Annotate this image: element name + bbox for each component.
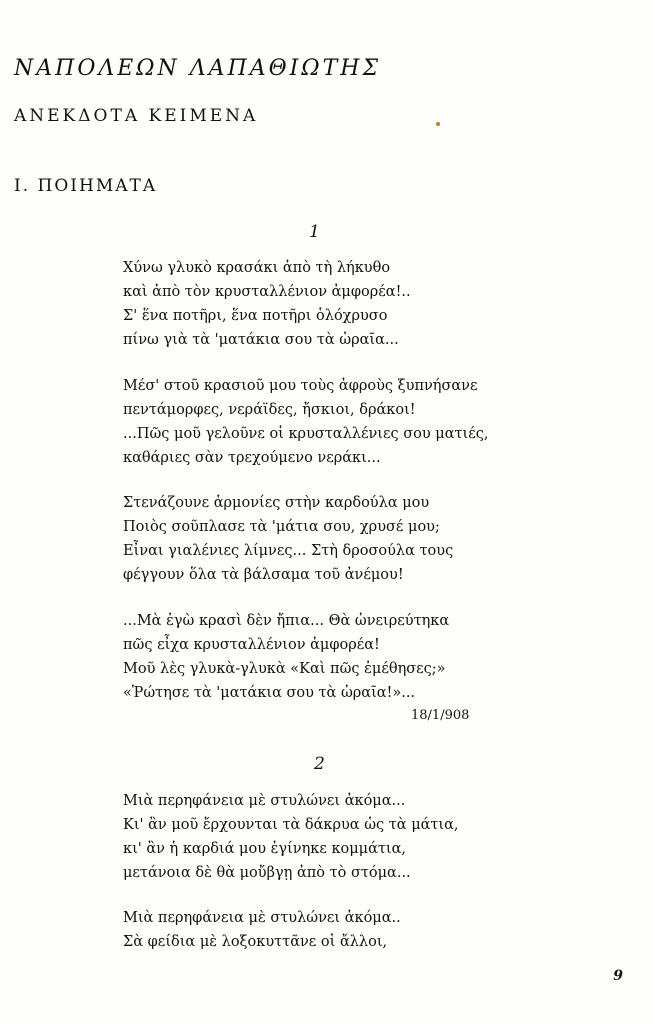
verse-line: Χύνω γλυκὸ κρασάκι ἀπὸ τὴ λήκυθο	[123, 260, 391, 276]
verse-line: Ποιὸς σοῦπλασε τὰ 'μάτια σου, χρυσέ μου;	[123, 519, 440, 535]
verse-line: φέγγουν ὅλα τὰ βάλσαμα τοῦ ἀνέμου!	[123, 567, 404, 583]
subtitle-heading: ΑΝΕΚΔΟΤΑ ΚΕΙΜΕΝΑ	[14, 106, 259, 126]
verse-line: Μιὰ περηφάνεια μὲ στυλώνει ἀκόμα...	[123, 793, 406, 809]
verse-line: Εἶναι γιαλένιες λίμνες... Στὴ δροσούλα τους	[123, 543, 454, 559]
verse-line: «Ῥώτησε τὰ 'ματάκια σου τὰ ὡραῖα!»...	[123, 685, 416, 701]
verse-line: ...Μὰ ἐγὼ κρασὶ δὲν ἤπια... Θὰ ὠνειρεύτηκα	[123, 613, 450, 629]
verse-line: κι' ἂν ἡ καρδιά μου ἐγίνηκε κομμάτια,	[123, 841, 406, 857]
verse-line: πῶς εἶχα κρυσταλλένιον ἀμφορέα!	[123, 637, 380, 653]
poem-number: 2	[314, 754, 325, 774]
verse-line: πίνω γιὰ τὰ 'ματάκια σου τὰ ὡραῖα...	[123, 332, 399, 348]
ink-speck	[436, 122, 440, 126]
stanza	[123, 491, 453, 587]
verse-line: Σὰ φείδια μὲ λοξοκυττᾶνε οἱ ἄλλοι,	[123, 934, 388, 950]
verse-line: πεντάμορφες, νεράϊδες, ἤσκιοι, δράκοι!	[123, 402, 416, 418]
stanza	[123, 256, 411, 352]
verse-line: ...Πῶς μοῦ γελοῦνε οἱ κρυσταλλένιες σου ματιές,	[123, 426, 489, 442]
verse-line: μετάνοια δὲ θὰ μοὔβγῃ ἀπὸ τὸ στόμα...	[123, 865, 411, 881]
verse-line: Μιὰ περηφάνεια μὲ στυλώνει ἀκόμα..	[123, 910, 401, 926]
page-number: 9	[613, 968, 623, 984]
verse-line: Μέσ' στοῦ κρασιοῦ μου τοὺς ἀφροὺς ξυπνήσανε	[123, 378, 478, 394]
stanza	[123, 906, 401, 954]
verse-line: Μοῦ λὲς γλυκὰ-γλυκὰ «Καὶ πῶς ἐμέθησες;»	[123, 661, 446, 677]
verse-line: καὶ ἀπὸ τὸν κρυσταλλένιον ἀμφορέα!..	[123, 284, 411, 300]
poem-number: 1	[309, 222, 320, 242]
section-heading: Ι. ΠΟΙΗΜΑΤΑ	[14, 176, 158, 196]
stanza	[123, 374, 488, 470]
author-heading: ΝΑΠΟΛΕΩΝ ΛΑΠΑΘΙΩΤΗΣ	[14, 56, 382, 81]
stanza	[123, 789, 459, 885]
verse-line: Κι' ἂν μοῦ ἔρχουνται τὰ δάκρυα ὡς τὰ μάτια,	[123, 817, 459, 833]
verse-line: Στενάζουνε ἁρμονίες στὴν καρδούλα μου	[123, 495, 430, 511]
verse-line: καθάριες σὰν τρεχούμενο νεράκι...	[123, 450, 381, 466]
stanza	[123, 609, 449, 705]
poem-date: 18/1/908	[411, 708, 470, 723]
verse-line: Σ' ἕνα ποτῆρι, ἕνα ποτῆρι ὁλόχρυσο	[123, 308, 388, 324]
